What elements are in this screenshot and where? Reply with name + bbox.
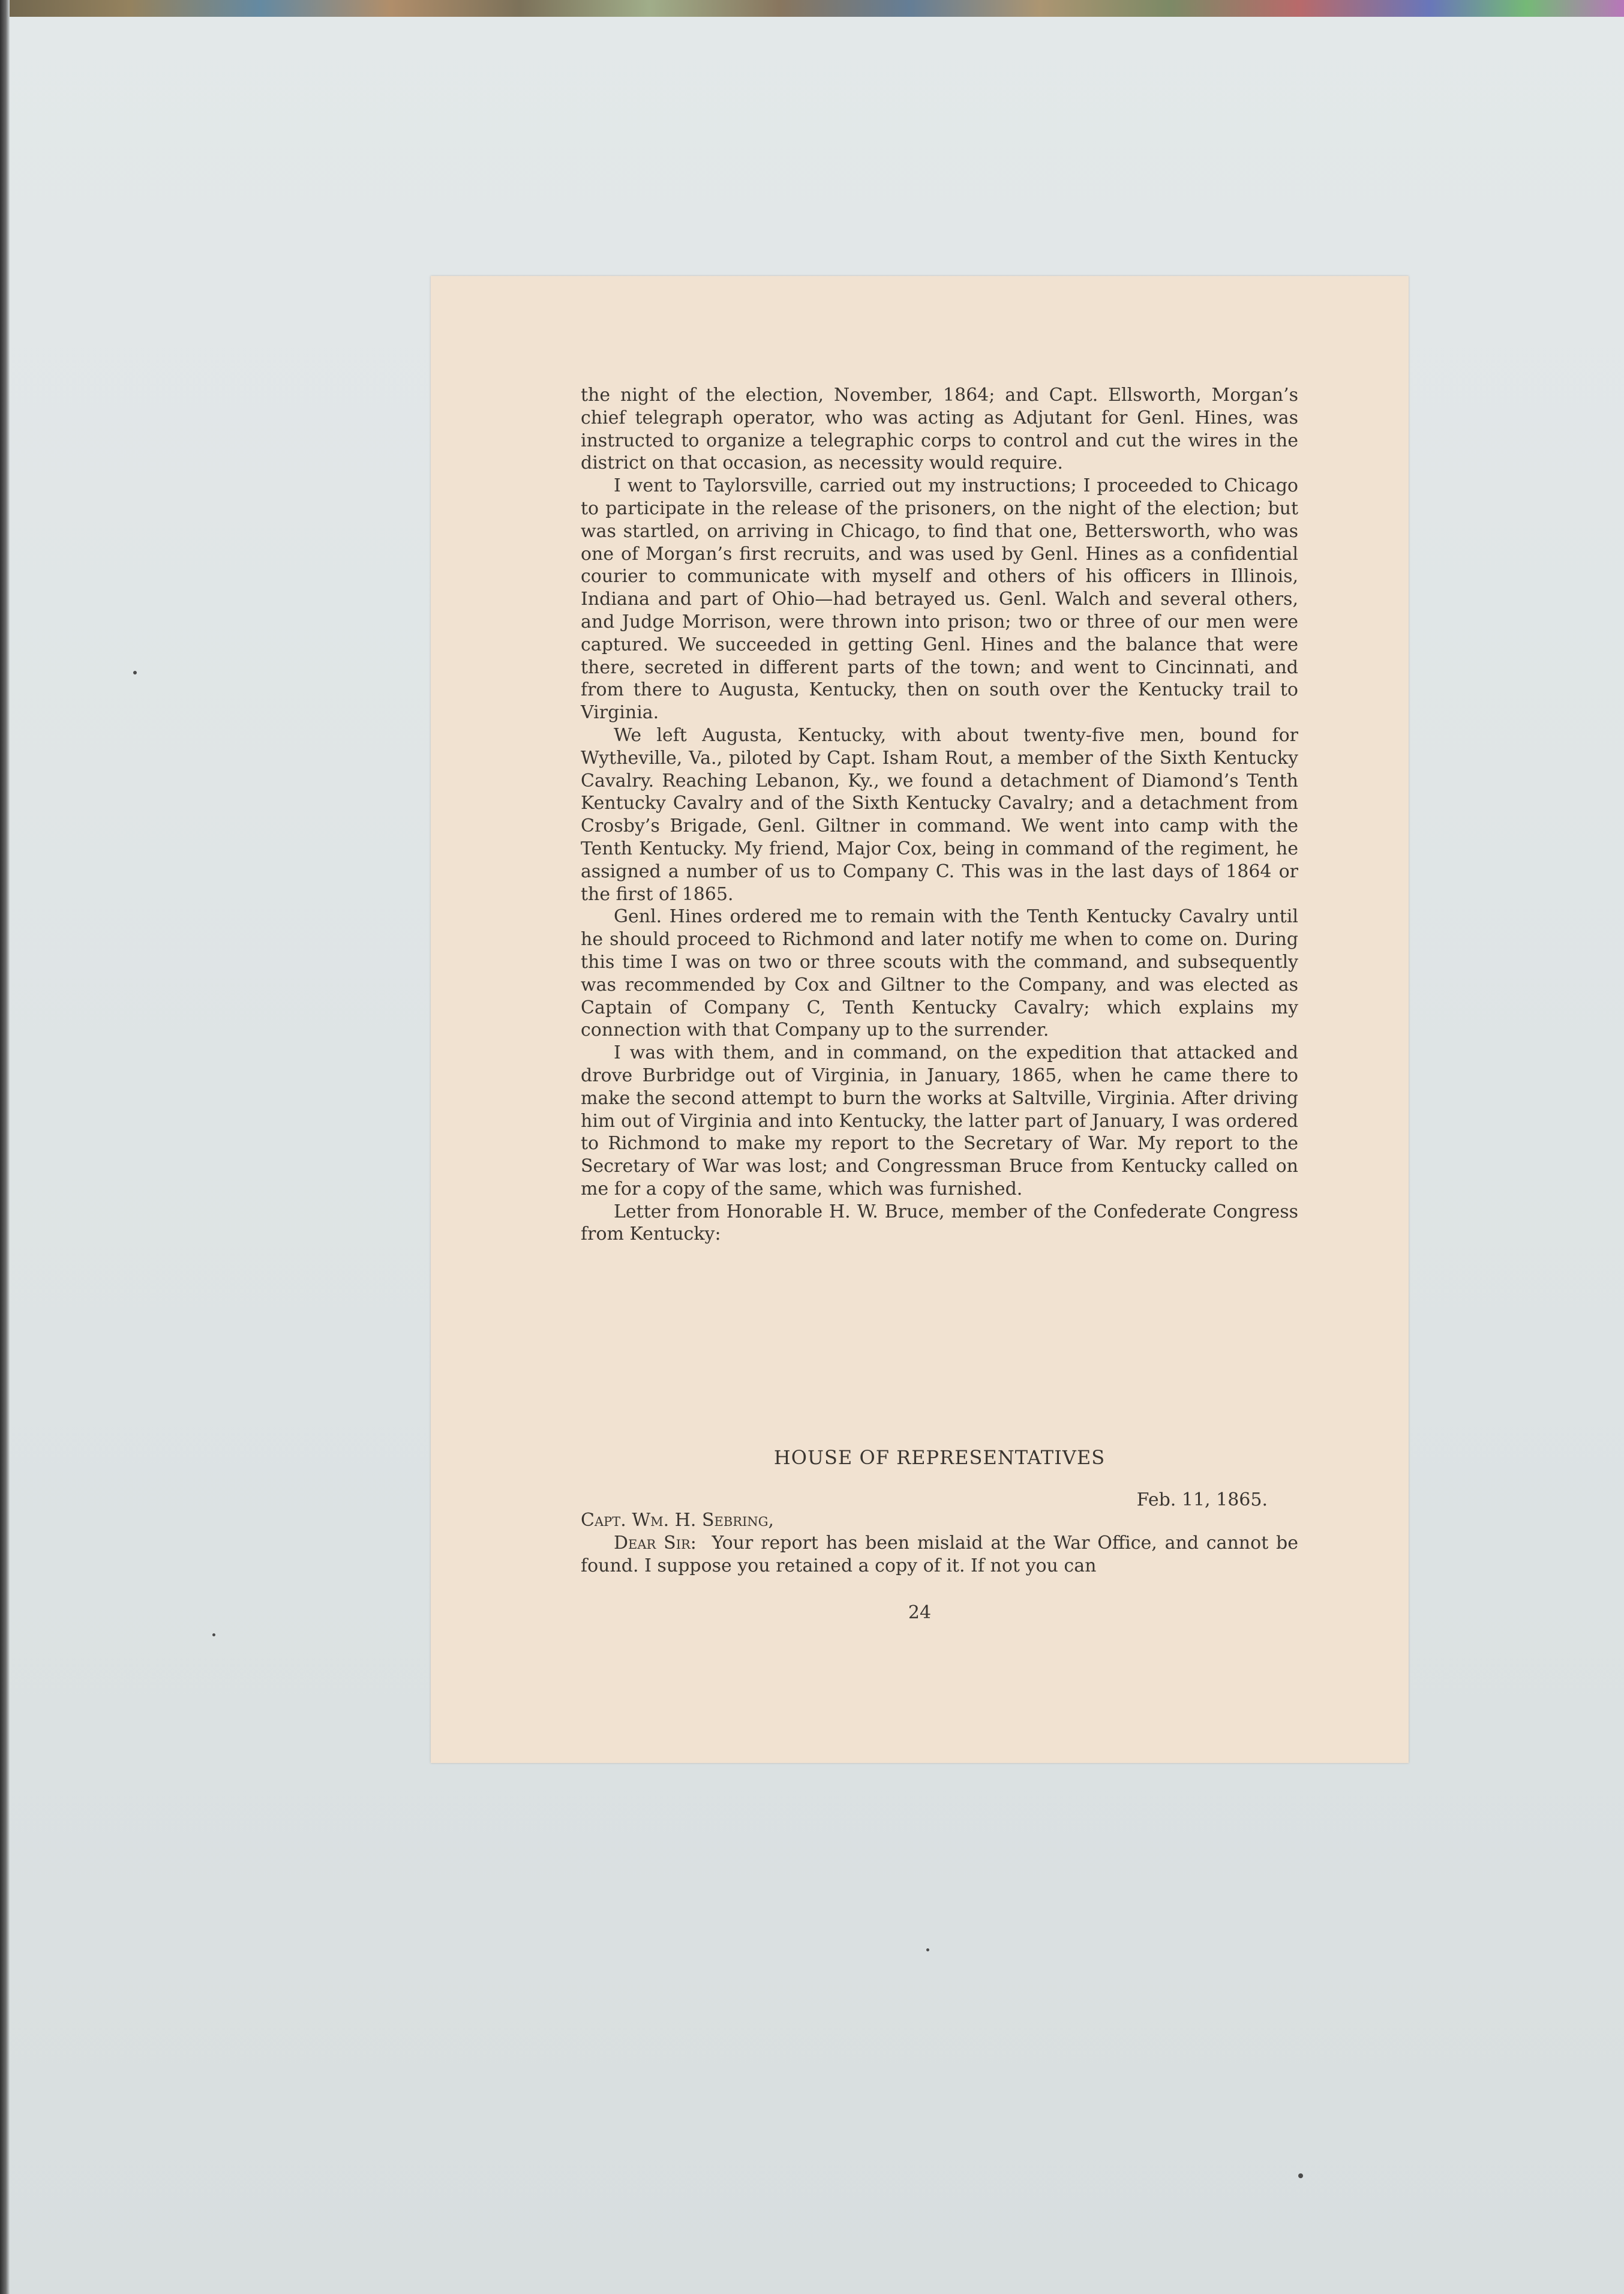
addressee-name: Capt. Wm. H. Sebring, [581,1510,775,1531]
paragraph: I went to Taylorsville, carried out my instructions; I proceeded to Chicago to participate in the release of the prisoners, on the night of the election; but was startled, on arriving in Chicago, to find that one, Bettersworth, who was one of Morgan’s first recruits, and was used by Genl. Hines as a confidential courier to communicate with myself and others of his officers in Illinois, Indiana and part of Ohio—had betrayed us. Genl. Walch and several others, and Judge Morrison, were thrown into prison; two or three of our men were captured. We succeeded in getting Genl. Hines and the balance that were there, secreted in different parts of the town; and went to Cincinnati, and from there to Augusta, Kentucky, then on south over the Kentucky trail to Virginia. [581,475,1298,724]
dust-speck [1298,2173,1303,2178]
body-text [581,384,1298,1246]
letter-opening [581,1532,1298,1578]
scanner-left-edge [0,0,10,2294]
page-number: 24 [908,1602,932,1623]
paragraph: I was with them, and in command, on the expedition that attacked and drove Burbridge out of Virginia, in January, 1865, when he came there to make the second attempt to burn the works at Saltville, Virginia. After driving him out of Virginia and into Kentucky, the latter part of January, I was ordered to Richmond to make my report to the Secretary of War. My report to the Secretary of War was lost; and Congressman Bruce from Kentucky called on me for a copy of the same, which was furnished. [581,1042,1298,1200]
letter-date: Feb. 11, 1865. [1136,1489,1268,1510]
letter-body: Your report has been mislaid at the War Office, and cannot be found. I suppose you retained a copy of it. If not you can [581,1533,1298,1576]
salutation: Dear Sir: [614,1533,697,1554]
section-heading: HOUSE OF REPRESENTATIVES [773,1446,1106,1469]
document-page [431,276,1409,1763]
letter-text [581,1509,1298,1578]
paragraph: Genl. Hines ordered me to remain with the Tenth Kentucky Cavalry until he should proceed to Richmond and later notify me when to come on. During this time I was on two or three scouts with the command, and subsequently was recommended by Cox and Giltner to the Company, and was elected as Captain of Company C, Tenth Kentucky Cavalry; which explains my connection with that Company up to the surrender. [581,906,1298,1041]
paragraph: We left Augusta, Kentucky, with about twenty-five men, bound for Wytheville, Va., piloted by Capt. Isham Rout, a member of the Sixth Kentucky Cavalry. Reaching Lebanon, Ky., we found a detachment of Diamond’s Tenth Kentucky Cavalry and of the Sixth Kentucky Cavalry; and a detachment from Crosby’s Brigade, Genl. Giltner in command. We went into camp with the Tenth Kentucky. My friend, Major Cox, being in command of the regiment, he assigned a number of us to Company C. This was in the last days of 1864 or the first of 1865. [581,724,1298,905]
paragraph: the night of the election, November, 1864; and Capt. Ellsworth, Morgan’s chief telegraph operator, who was acting as Adjutant for Genl. Hines, was instructed to organize a telegraphic corps to control and cut the wires in the district on that occasion, as necessity would require. [581,385,1298,474]
paragraph: Letter from Honorable H. W. Bruce, member of the Confederate Congress from Kentucky: [581,1201,1298,1245]
dust-speck [926,1948,929,1951]
scanner-color-strip [0,0,1624,17]
dust-speck [212,1633,215,1636]
letter-addressee [581,1509,1298,1532]
dust-speck [133,671,137,674]
